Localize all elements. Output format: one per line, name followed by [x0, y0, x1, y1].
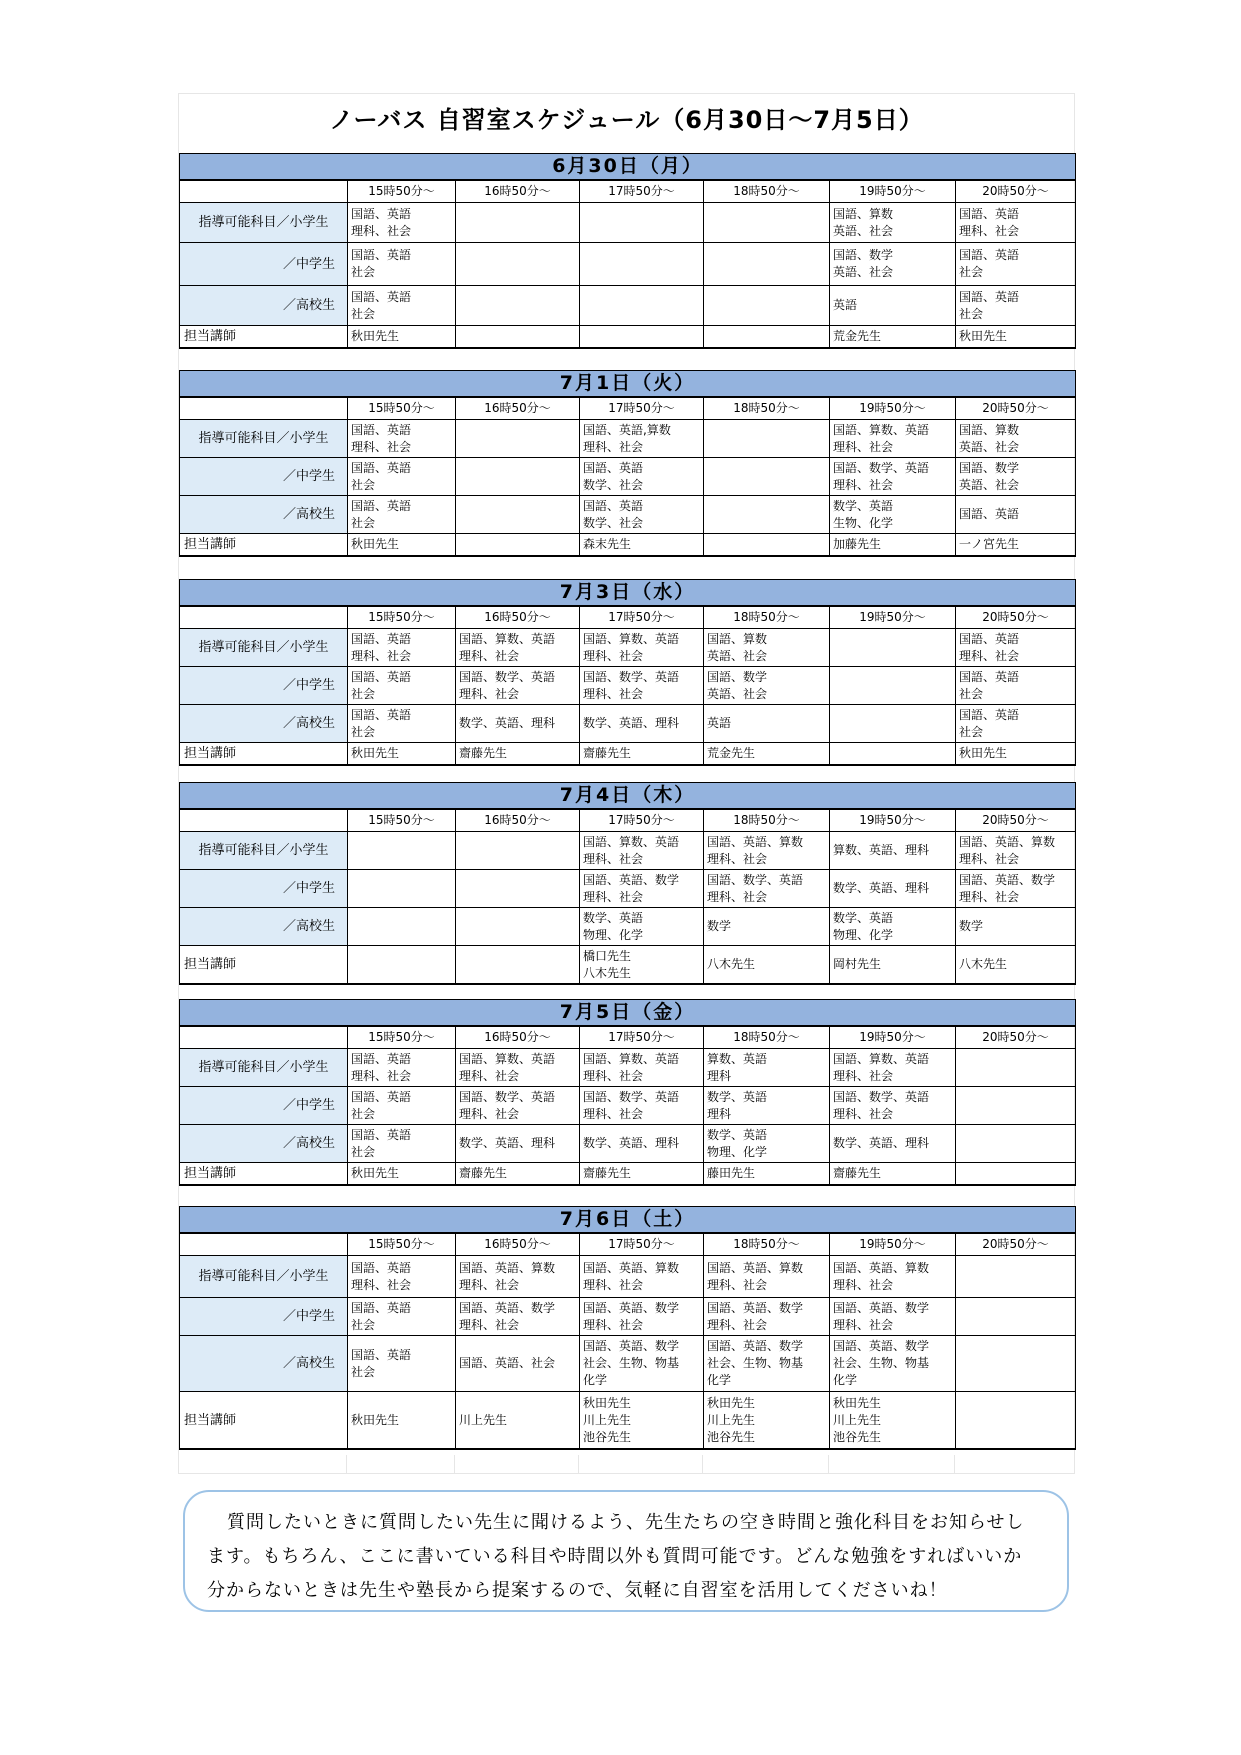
subject-cell: 国語、英語 理科、社会	[348, 1256, 456, 1298]
time-slot-header: 16時50分～	[456, 397, 580, 420]
corner-cell	[180, 809, 348, 832]
subject-cell: 国語、英語、数学 理科、社会	[580, 870, 704, 908]
grade-row-label-elementary: 指導可能科目／小学生	[180, 203, 348, 243]
time-slot-header: 19時50分～	[830, 180, 956, 203]
teacher-cell: 齋藤先生	[580, 1163, 704, 1186]
subject-cell: 国語、英語、算数 理科、社会	[704, 832, 830, 870]
subject-cell	[456, 203, 580, 243]
teacher-cell: 岡村先生	[830, 946, 956, 985]
subject-cell	[956, 1049, 1076, 1087]
time-slot-header: 17時50分～	[580, 1233, 704, 1256]
subject-cell	[830, 705, 956, 743]
page-title: ノーバス 自習室スケジュール（6月30日～7月5日）	[329, 106, 924, 134]
subject-cell: 国語、英語 社会	[956, 243, 1076, 286]
subject-cell	[704, 243, 830, 286]
info-note-box	[183, 1490, 1069, 1612]
subject-cell: 国語、数学、英語 理科、社会	[456, 1087, 580, 1125]
teacher-cell	[456, 326, 580, 349]
subject-cell	[456, 458, 580, 496]
subject-cell: 数学、英語 生物、化学	[830, 496, 956, 534]
teacher-cell: 齋藤先生	[830, 1163, 956, 1186]
subject-cell: 国語、英語 社会	[348, 496, 456, 534]
time-slot-header: 20時50分～	[956, 397, 1076, 420]
time-slot-header: 15時50分～	[348, 606, 456, 629]
subject-cell	[580, 243, 704, 286]
time-slot-header: 20時50分～	[956, 180, 1076, 203]
time-slot-header: 18時50分～	[704, 606, 830, 629]
subject-cell: 算数、英語、理科	[830, 832, 956, 870]
time-slot-header: 20時50分～	[956, 1233, 1076, 1256]
teacher-cell: 秋田先生	[956, 743, 1076, 766]
corner-cell	[180, 1233, 348, 1256]
subject-cell: 国語、算数、英語 理科、社会	[830, 1049, 956, 1087]
grade-row-label-elementary: 指導可能科目／小学生	[180, 1049, 348, 1087]
subject-cell	[580, 203, 704, 243]
grade-row-label-middle: ／中学生	[180, 1087, 348, 1125]
time-slot-header: 17時50分～	[580, 809, 704, 832]
teacher-cell: 秋田先生	[348, 1163, 456, 1186]
subject-cell	[956, 1087, 1076, 1125]
subject-cell: 国語、数学 英語、社会	[704, 667, 830, 705]
grade-row-label-high: ／高校生	[180, 1125, 348, 1163]
subject-cell: 数学、英語、理科	[580, 705, 704, 743]
subject-cell: 国語、英語 理科、社会	[348, 420, 456, 458]
time-slot-header: 16時50分～	[456, 809, 580, 832]
time-slot-header: 17時50分～	[580, 1026, 704, 1049]
subject-cell: 国語、英語	[956, 496, 1076, 534]
subject-cell: 国語、英語、数学 社会、生物、物基 化学	[704, 1336, 830, 1392]
teacher-row-label: 担当講師	[180, 534, 348, 557]
subject-cell: 国語、数学、英語 理科、社会	[830, 1087, 956, 1125]
grade-row-label-high: ／高校生	[180, 908, 348, 946]
subject-cell: 国語、算数、英語 理科、社会	[580, 629, 704, 667]
teacher-cell: 秋田先生 川上先生 池谷先生	[704, 1392, 830, 1450]
subject-cell	[348, 870, 456, 908]
subject-cell	[704, 286, 830, 326]
teacher-cell: 荒金先生	[830, 326, 956, 349]
subject-cell	[830, 629, 956, 667]
day-date-header: 7月4日（木）	[180, 783, 1076, 810]
subject-cell: 国語、数学、英語 理科、社会	[580, 1087, 704, 1125]
subject-cell: 国語、英語、数学 社会、生物、物基 化学	[830, 1336, 956, 1392]
day-date-header: 7月1日（火）	[180, 371, 1076, 398]
subject-cell: 国語、算数 英語、社会	[704, 629, 830, 667]
teacher-row-label: 担当講師	[180, 946, 348, 985]
time-slot-header: 17時50分～	[580, 180, 704, 203]
time-slot-header: 18時50分～	[704, 180, 830, 203]
teacher-cell: 森末先生	[580, 534, 704, 557]
subject-cell: 国語、英語 社会	[956, 667, 1076, 705]
subject-cell	[704, 203, 830, 243]
time-slot-header: 15時50分～	[348, 180, 456, 203]
subject-cell: 国語、英語 数学、社会	[580, 458, 704, 496]
empty-bottom-row	[179, 1455, 1075, 1473]
note-line-3: 分からないときは先生や塾長から提案するので、気軽に自習室を活用してくださいね！	[207, 1580, 948, 1601]
day-table	[179, 370, 1076, 557]
subject-cell: 国語、英語、社会	[456, 1336, 580, 1392]
teacher-cell	[956, 1163, 1076, 1186]
subject-cell: 英語	[830, 286, 956, 326]
day-table	[179, 579, 1076, 766]
subject-cell: 国語、英語、数学 理科、社会	[704, 1298, 830, 1336]
subject-cell: 国語、英語 数学、社会	[580, 496, 704, 534]
teacher-cell: 齋藤先生	[456, 743, 580, 766]
subject-cell: 国語、算数 英語、社会	[956, 420, 1076, 458]
teacher-cell: 秋田先生	[348, 534, 456, 557]
teacher-cell: 秋田先生	[348, 326, 456, 349]
grade-row-label-elementary: 指導可能科目／小学生	[180, 420, 348, 458]
teacher-row-label: 担当講師	[180, 743, 348, 766]
subject-cell: 国語、算数、英語 理科、社会	[830, 420, 956, 458]
subject-cell	[348, 908, 456, 946]
grade-row-label-elementary: 指導可能科目／小学生	[180, 629, 348, 667]
subject-cell: 国語、英語 社会	[348, 458, 456, 496]
subject-cell: 国語、英語 社会	[348, 1298, 456, 1336]
subject-cell: 国語、英語 社会	[348, 705, 456, 743]
teacher-cell: 藤田先生	[704, 1163, 830, 1186]
teacher-cell	[956, 1392, 1076, 1450]
day-date-header: 7月3日（水）	[180, 580, 1076, 607]
subject-cell: 国語、算数、英語 理科、社会	[580, 832, 704, 870]
subject-cell	[956, 1336, 1076, 1392]
subject-cell: 数学	[956, 908, 1076, 946]
subject-cell: 国語、英語 理科、社会	[956, 203, 1076, 243]
time-slot-header: 17時50分～	[580, 397, 704, 420]
subject-cell	[704, 420, 830, 458]
teacher-cell: 秋田先生 川上先生 池谷先生	[580, 1392, 704, 1450]
subject-cell	[348, 832, 456, 870]
subject-cell: 国語、英語 社会	[348, 1087, 456, 1125]
day-table	[179, 1206, 1076, 1450]
subject-cell: 国語、英語 理科、社会	[348, 629, 456, 667]
grade-row-label-high: ／高校生	[180, 496, 348, 534]
subject-cell	[956, 1256, 1076, 1298]
time-slot-header: 18時50分～	[704, 1026, 830, 1049]
time-slot-header: 20時50分～	[956, 1026, 1076, 1049]
teacher-cell: 一ノ宮先生	[956, 534, 1076, 557]
time-slot-header: 15時50分～	[348, 1026, 456, 1049]
time-slot-header: 19時50分～	[830, 1233, 956, 1256]
subject-cell: 国語、英語、数学 理科、社会	[956, 870, 1076, 908]
subject-cell: 国語、英語 社会	[348, 243, 456, 286]
subject-cell: 数学、英語 物理、化学	[830, 908, 956, 946]
subject-cell: 国語、数学、英語 理科、社会	[456, 667, 580, 705]
grade-row-label-middle: ／中学生	[180, 667, 348, 705]
subject-cell: 国語、英語、数学 社会、生物、物基 化学	[580, 1336, 704, 1392]
grade-row-label-middle: ／中学生	[180, 870, 348, 908]
subject-cell: 国語、算数 英語、社会	[830, 203, 956, 243]
subject-cell	[456, 908, 580, 946]
subject-cell: 数学、英語、理科	[456, 705, 580, 743]
teacher-cell: 橋口先生 八木先生	[580, 946, 704, 985]
time-slot-header: 19時50分～	[830, 1026, 956, 1049]
day-table	[179, 153, 1076, 349]
teacher-cell	[704, 326, 830, 349]
teacher-cell: 秋田先生	[348, 1392, 456, 1450]
subject-cell	[580, 286, 704, 326]
subject-cell: 国語、英語 社会	[348, 1336, 456, 1392]
time-slot-header: 18時50分～	[704, 1233, 830, 1256]
time-slot-header: 15時50分～	[348, 1233, 456, 1256]
time-slot-header: 16時50分～	[456, 180, 580, 203]
subject-cell: 国語、英語、算数 理科、社会	[704, 1256, 830, 1298]
time-slot-header: 15時50分～	[348, 809, 456, 832]
corner-cell	[180, 606, 348, 629]
corner-cell	[180, 180, 348, 203]
subject-cell: 国語、英語 理科、社会	[956, 629, 1076, 667]
time-slot-header: 18時50分～	[704, 809, 830, 832]
time-slot-header: 19時50分～	[830, 397, 956, 420]
time-slot-header: 19時50分～	[830, 606, 956, 629]
teacher-cell: 川上先生	[456, 1392, 580, 1450]
teacher-cell: 秋田先生 川上先生 池谷先生	[830, 1392, 956, 1450]
note-line-2: ます。もちろん、ここに書いている科目や時間以外も質問可能です。どんな勉強をすればいいか	[207, 1546, 1023, 1567]
subject-cell: 算数、英語 理科	[704, 1049, 830, 1087]
subject-cell: 数学、英語 物理、化学	[704, 1125, 830, 1163]
subject-cell: 数学、英語、理科	[830, 870, 956, 908]
subject-cell	[456, 496, 580, 534]
subject-cell: 国語、数学、英語 理科、社会	[704, 870, 830, 908]
time-slot-header: 20時50分～	[956, 809, 1076, 832]
teacher-cell	[456, 946, 580, 985]
teacher-cell	[348, 946, 456, 985]
subject-cell: 国語、算数、英語 理科、社会	[456, 1049, 580, 1087]
day-date-header: 6月30日（月）	[180, 154, 1076, 181]
subject-cell	[456, 832, 580, 870]
day-date-header: 7月5日（金）	[180, 1000, 1076, 1027]
subject-cell	[456, 420, 580, 458]
teacher-cell	[580, 326, 704, 349]
grade-row-label-elementary: 指導可能科目／小学生	[180, 1256, 348, 1298]
grade-row-label-middle: ／中学生	[180, 243, 348, 286]
subject-cell: 国語、英語 理科、社会	[348, 203, 456, 243]
subject-cell: 国語、英語、数学 理科、社会	[580, 1298, 704, 1336]
subject-cell: 国語、英語、算数 理科、社会	[456, 1256, 580, 1298]
subject-cell: 数学、英語、理科	[456, 1125, 580, 1163]
time-slot-header: 16時50分～	[456, 1233, 580, 1256]
subject-cell	[956, 1298, 1076, 1336]
corner-cell	[180, 1026, 348, 1049]
subject-cell: 国語、英語、算数 理科、社会	[830, 1256, 956, 1298]
subject-cell: 国語、英語 社会	[956, 705, 1076, 743]
subject-cell: 数学、英語 物理、化学	[580, 908, 704, 946]
subject-cell: 国語、英語 理科、社会	[348, 1049, 456, 1087]
subject-cell: 国語、数学 英語、社会	[956, 458, 1076, 496]
subject-cell	[456, 286, 580, 326]
teacher-cell: 齋藤先生	[580, 743, 704, 766]
subject-cell	[704, 458, 830, 496]
subject-cell: 国語、数学、英語 理科、社会	[580, 667, 704, 705]
grade-row-label-high: ／高校生	[180, 1336, 348, 1392]
time-slot-header: 15時50分～	[348, 397, 456, 420]
teacher-cell: 齋藤先生	[456, 1163, 580, 1186]
time-slot-header: 16時50分～	[456, 1026, 580, 1049]
subject-cell: 国語、英語,算数 理科、社会	[580, 420, 704, 458]
time-slot-header: 20時50分～	[956, 606, 1076, 629]
teacher-cell: 八木先生	[956, 946, 1076, 985]
subject-cell: 数学、英語 理科	[704, 1087, 830, 1125]
time-slot-header: 17時50分～	[580, 606, 704, 629]
subject-cell: 国語、英語 社会	[348, 1125, 456, 1163]
subject-cell: 国語、数学 英語、社会	[830, 243, 956, 286]
teacher-row-label: 担当講師	[180, 1163, 348, 1186]
subject-cell: 英語	[704, 705, 830, 743]
subject-cell: 国語、英語、算数 理科、社会	[956, 832, 1076, 870]
grade-row-label-middle: ／中学生	[180, 458, 348, 496]
teacher-cell	[704, 534, 830, 557]
teacher-cell	[456, 534, 580, 557]
subject-cell: 国語、英語 社会	[348, 667, 456, 705]
subject-cell	[830, 667, 956, 705]
grade-row-label-high: ／高校生	[180, 705, 348, 743]
subject-cell: 国語、英語、数学 理科、社会	[830, 1298, 956, 1336]
note-line-1: 質問したいときに質問したい先生に聞けるよう、先生たちの空き時間と強化科目をお知らせし	[227, 1512, 1025, 1533]
day-table	[179, 782, 1076, 985]
grade-row-label-middle: ／中学生	[180, 1298, 348, 1336]
subject-cell: 国語、英語 社会	[348, 286, 456, 326]
teacher-row-label: 担当講師	[180, 1392, 348, 1450]
subject-cell	[456, 243, 580, 286]
corner-cell	[180, 397, 348, 420]
grade-row-label-elementary: 指導可能科目／小学生	[180, 832, 348, 870]
teacher-row-label: 担当講師	[180, 326, 348, 349]
time-slot-header: 19時50分～	[830, 809, 956, 832]
teacher-cell: 秋田先生	[348, 743, 456, 766]
grade-row-label-high: ／高校生	[180, 286, 348, 326]
day-date-header: 7月6日（土）	[180, 1207, 1076, 1234]
subject-cell: 国語、英語、数学 理科、社会	[456, 1298, 580, 1336]
subject-cell: 数学、英語、理科	[830, 1125, 956, 1163]
subject-cell: 国語、英語 社会	[956, 286, 1076, 326]
subject-cell: 国語、算数、英語 理科、社会	[580, 1049, 704, 1087]
teacher-cell	[830, 743, 956, 766]
teacher-cell: 加藤先生	[830, 534, 956, 557]
subject-cell: 数学	[704, 908, 830, 946]
subject-cell: 国語、算数、英語 理科、社会	[456, 629, 580, 667]
teacher-cell: 荒金先生	[704, 743, 830, 766]
time-slot-header: 18時50分～	[704, 397, 830, 420]
teacher-cell: 八木先生	[704, 946, 830, 985]
subject-cell: 国語、数学、英語 理科、社会	[830, 458, 956, 496]
subject-cell	[704, 496, 830, 534]
subject-cell: 数学、英語、理科	[580, 1125, 704, 1163]
subject-cell	[456, 870, 580, 908]
subject-cell	[956, 1125, 1076, 1163]
teacher-cell: 秋田先生	[956, 326, 1076, 349]
day-table	[179, 999, 1076, 1186]
subject-cell: 国語、英語、算数 理科、社会	[580, 1256, 704, 1298]
time-slot-header: 16時50分～	[456, 606, 580, 629]
